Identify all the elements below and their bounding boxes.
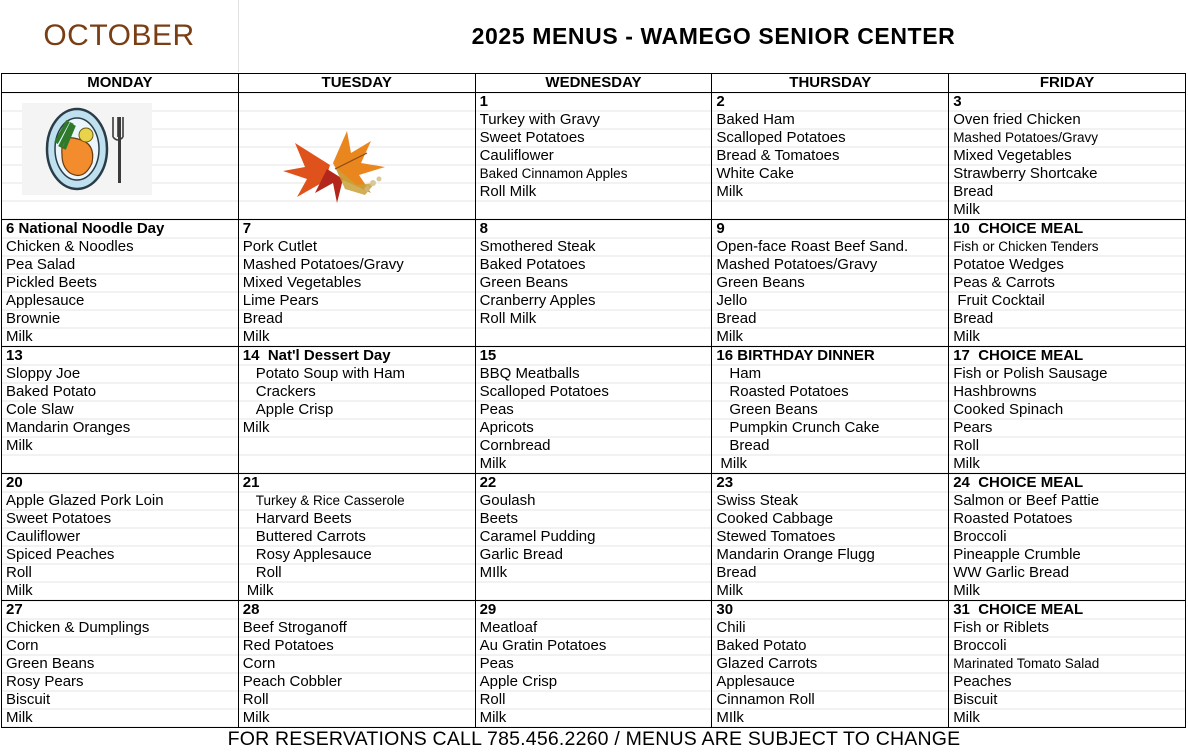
menu-item: Bread & Tomatoes [716, 147, 840, 164]
menu-item: Roasted Potatoes [953, 510, 1073, 527]
day-number: 17 CHOICE MEAL [953, 347, 1084, 364]
menu-item: Bread [716, 310, 757, 327]
menu-item: Milk [953, 455, 980, 472]
weekday-tuesday: TUESDAY [238, 74, 475, 93]
menu-item: Milk [479, 709, 507, 726]
page-title: 2025 MENUS - WAMEGO SENIOR CENTER [471, 22, 956, 49]
menu-item: Caramel Pudding [479, 528, 596, 545]
menu-item: Milk [6, 709, 33, 726]
menu-item: Pea Salad [6, 256, 76, 273]
menu-item: White Cake [716, 165, 794, 182]
menu-item: Chicken & Dumplings [6, 619, 150, 636]
menu-item: Fish or Chicken Tenders [953, 239, 1099, 254]
day-number: 9 [716, 220, 725, 237]
day-cell [949, 220, 1186, 347]
weekday-wednesday: WEDNESDAY [475, 74, 712, 93]
menu-item: Roll [255, 564, 282, 581]
menu-item: Apricots [479, 419, 534, 436]
day-number: 7 [242, 220, 252, 237]
week-row [2, 474, 1186, 601]
day-number: 20 [6, 474, 23, 491]
menu-item: Cole Slaw [6, 401, 74, 418]
day-cell [949, 601, 1186, 728]
day-cell [475, 220, 712, 347]
menu-item: Bread [242, 310, 283, 327]
menu-item: Apple Glazed Pork Loin [6, 492, 164, 509]
weekday-monday: MONDAY [2, 74, 239, 93]
menu-item: Sweet Potatoes [6, 510, 112, 527]
day-cell [238, 220, 475, 347]
menu-item: Broccoli [953, 528, 1007, 545]
menu-item: Milk [242, 419, 270, 436]
menu-item: Milk [716, 183, 744, 200]
day-number: 2 [716, 93, 725, 110]
weekday-header-row [2, 74, 1186, 93]
menu-item: Apple Crisp [255, 401, 334, 418]
menu-item: Glazed Carrots [716, 655, 818, 672]
menu-item: Milk [716, 328, 744, 345]
menu-item: Milk [716, 582, 744, 599]
menu-item: Fruit Cocktail [953, 292, 1045, 309]
menu-item: Milk [479, 455, 507, 472]
menu-item: Crackers [255, 383, 316, 400]
menu-item: Cooked Spinach [953, 401, 1064, 418]
day-cell [949, 347, 1186, 474]
menu-item: Strawberry Shortcake [953, 165, 1098, 182]
menu-item: Open-face Roast Beef Sand. [716, 238, 909, 255]
day-cell-empty [238, 93, 475, 220]
menu-item: Green Beans [716, 274, 805, 291]
menu-item: Scalloped Potatoes [716, 129, 846, 146]
month-label: OCTOBER [43, 19, 195, 52]
autumn-leaves-icon [275, 123, 395, 205]
menu-item: MIlk [479, 564, 508, 581]
plate-with-food-icon [22, 103, 152, 195]
day-cell [712, 93, 949, 220]
menu-item: Cranberry Apples [479, 292, 596, 309]
day-number: 1 [479, 93, 488, 110]
menu-item: Apple Crisp [479, 673, 558, 690]
menu-item: Turkey with Gravy [479, 111, 600, 128]
menu-item: Sweet Potatoes [479, 129, 585, 146]
menu-item: Baked Potato [716, 637, 807, 654]
week-row [2, 601, 1186, 728]
menu-item: Cauliflower [479, 147, 554, 164]
menu-item: Mandarin Orange Flugg [716, 546, 875, 563]
day-cell [2, 601, 239, 728]
day-cell [475, 474, 712, 601]
menu-item: Milk [242, 328, 270, 345]
menu-item: Fish or Riblets [953, 619, 1050, 636]
day-number: 13 [6, 347, 23, 364]
week-row [2, 347, 1186, 474]
menu-item: Buttered Carrots [255, 528, 366, 545]
menu-item: Stewed Tomatoes [716, 528, 836, 545]
menu-item: Ham [729, 365, 762, 382]
weekday-thursday: THURSDAY [712, 74, 949, 93]
day-cell [475, 93, 712, 220]
menu-item: Roll [953, 437, 980, 454]
menu-item: Hashbrowns [953, 383, 1037, 400]
day-number: 31 CHOICE MEAL [953, 601, 1084, 618]
menu-item: Peaches [953, 673, 1012, 690]
day-cell [949, 93, 1186, 220]
day-number: 27 [6, 601, 23, 618]
menu-item: Fish or Polish Sausage [953, 365, 1108, 382]
day-cell [238, 474, 475, 601]
menu-item: Lime Pears [242, 292, 319, 309]
menu-item: Green Beans [729, 401, 818, 418]
day-number: 29 [479, 601, 497, 618]
menu-item: Cornbread [479, 437, 551, 454]
day-cell [238, 347, 475, 474]
day-number: 22 [479, 474, 497, 491]
menu-item: Jello [716, 292, 748, 309]
day-number: 30 [716, 601, 734, 618]
menu-item: Chicken & Noodles [6, 238, 134, 255]
day-number: 23 [716, 474, 734, 491]
reservations-footer: FOR RESERVATIONS CALL 785.456.2260 / MENUS ARE SUBJECT TO CHANGE [227, 728, 961, 750]
menu-item: Pork Cutlet [242, 238, 317, 255]
menu-item: Peas [479, 401, 514, 418]
menu-item: Turkey & Rice Casserole [255, 493, 405, 508]
menu-item: Meatloaf [479, 619, 538, 636]
menu-item: Red Potatoes [242, 637, 334, 654]
menu-item: Biscuit [953, 691, 998, 708]
menu-item: WW Garlic Bread [953, 564, 1070, 581]
menu-item: Beets [479, 510, 518, 527]
menu-item: Mixed Vegetables [242, 274, 362, 291]
menu-item: Salmon or Beef Pattie [953, 492, 1100, 509]
menu-item: Roll [242, 691, 269, 708]
menu-item: Scalloped Potatoes [479, 383, 609, 400]
menu-item: Milk [953, 201, 980, 218]
day-number: 14 Nat'l Dessert Day [242, 347, 391, 364]
day-cell-empty [2, 93, 239, 220]
menu-item: Bread [716, 564, 757, 581]
menu-item: Rosy Pears [6, 673, 84, 690]
week-row [2, 220, 1186, 347]
menu-item: Green Beans [6, 655, 95, 672]
menu-item: Milk [953, 582, 980, 599]
menu-item: Green Beans [479, 274, 568, 291]
menu-item: Baked Ham [716, 111, 795, 128]
menu-item: Bread [953, 183, 994, 200]
day-cell [475, 347, 712, 474]
day-cell [949, 474, 1186, 601]
menu-item: Mashed Potatoes/Gravy [242, 256, 404, 273]
menu-item: Peach Cobbler [242, 673, 343, 690]
day-number: 3 [953, 93, 962, 110]
menu-item: Roll Milk [479, 183, 537, 200]
menu-item: Biscuit [6, 691, 51, 708]
menu-item: Milk [6, 328, 33, 345]
menu-item: Sloppy Joe [6, 365, 81, 382]
menu-item: Broccoli [953, 637, 1007, 654]
day-cell [475, 601, 712, 728]
menu-item: Pineapple Crumble [953, 546, 1081, 563]
menu-item: Corn [242, 655, 276, 672]
menu-item: Potatoe Wedges [953, 256, 1064, 273]
menu-item: Harvard Beets [255, 510, 352, 527]
day-number: 28 [242, 601, 260, 618]
day-number: 10 CHOICE MEAL [953, 220, 1084, 237]
menu-item: MIlk [716, 709, 744, 726]
menu-item: Roasted Potatoes [729, 383, 849, 400]
day-number: 15 [479, 347, 497, 364]
menu-item: Milk [720, 455, 748, 472]
menu-item: Pears [953, 419, 993, 436]
day-cell [712, 601, 949, 728]
day-cell [2, 347, 239, 474]
menu-item: Pickled Beets [6, 274, 97, 291]
menu-item: Roll [6, 564, 32, 581]
day-number: 8 [479, 220, 488, 237]
menu-item: Baked Potato [6, 383, 97, 400]
menu-item: Roll Milk [479, 310, 537, 327]
menu-item: Spiced Peaches [6, 546, 115, 563]
menu-item: Au Gratin Potatoes [479, 637, 607, 654]
day-cell [2, 220, 239, 347]
menu-item: Baked Cinnamon Apples [479, 166, 628, 181]
day-number: 21 [242, 474, 260, 491]
menu-item: Milk [953, 709, 980, 726]
menu-item: Peas [479, 655, 514, 672]
day-cell [2, 474, 239, 601]
day-number: 24 CHOICE MEAL [953, 474, 1084, 491]
weekday-friday: FRIDAY [949, 74, 1186, 93]
menu-item: Potato Soup with Ham [255, 365, 406, 382]
menu-item: Swiss Steak [716, 492, 799, 509]
menu-item: Milk [6, 437, 33, 454]
day-cell [712, 220, 949, 347]
menu-item: Mashed Potatoes/Gravy [953, 130, 1099, 145]
week-row [2, 93, 1186, 220]
menu-item: Pumpkin Crunch Cake [729, 419, 880, 436]
menu-item: Bread [729, 437, 770, 454]
menu-item: Chili [716, 619, 746, 636]
menu-item: Milk [246, 582, 274, 599]
day-cell [712, 474, 949, 601]
menu-item: Mashed Potatoes/Gravy [716, 256, 878, 273]
menu-item: Applesauce [716, 673, 795, 690]
menu-item: Applesauce [6, 292, 85, 309]
menu-calendar [1, 73, 1186, 728]
menu-item: Rosy Applesauce [255, 546, 372, 563]
day-cell [712, 347, 949, 474]
menu-item: Brownie [6, 310, 61, 327]
day-number: 6 National Noodle Day [6, 220, 165, 237]
menu-item: Mixed Vegetables [953, 147, 1072, 164]
menu-item: Corn [6, 637, 39, 654]
menu-item: BBQ Meatballs [479, 365, 580, 382]
menu-item: Milk [242, 709, 270, 726]
menu-item: Garlic Bread [479, 546, 563, 563]
menu-item: Milk [953, 328, 980, 345]
menu-item: Bread [953, 310, 994, 327]
menu-item: Cauliflower [6, 528, 81, 545]
menu-item: Mandarin Oranges [6, 419, 131, 436]
menu-item: Cooked Cabbage [716, 510, 834, 527]
menu-item: Roll [479, 691, 506, 708]
menu-item: Goulash [479, 492, 536, 509]
day-number: 16 BIRTHDAY DINNER [716, 347, 875, 364]
day-cell [238, 601, 475, 728]
menu-item: Baked Potatoes [479, 256, 586, 273]
menu-item: Milk [6, 582, 33, 599]
menu-item: Smothered Steak [479, 238, 596, 255]
menu-item: Beef Stroganoff [242, 619, 347, 636]
menu-item: Oven fried Chicken [953, 111, 1081, 128]
menu-item: Peas & Carrots [953, 274, 1055, 291]
menu-item: Cinnamon Roll [716, 691, 815, 708]
menu-item: Marinated Tomato Salad [953, 656, 1100, 671]
